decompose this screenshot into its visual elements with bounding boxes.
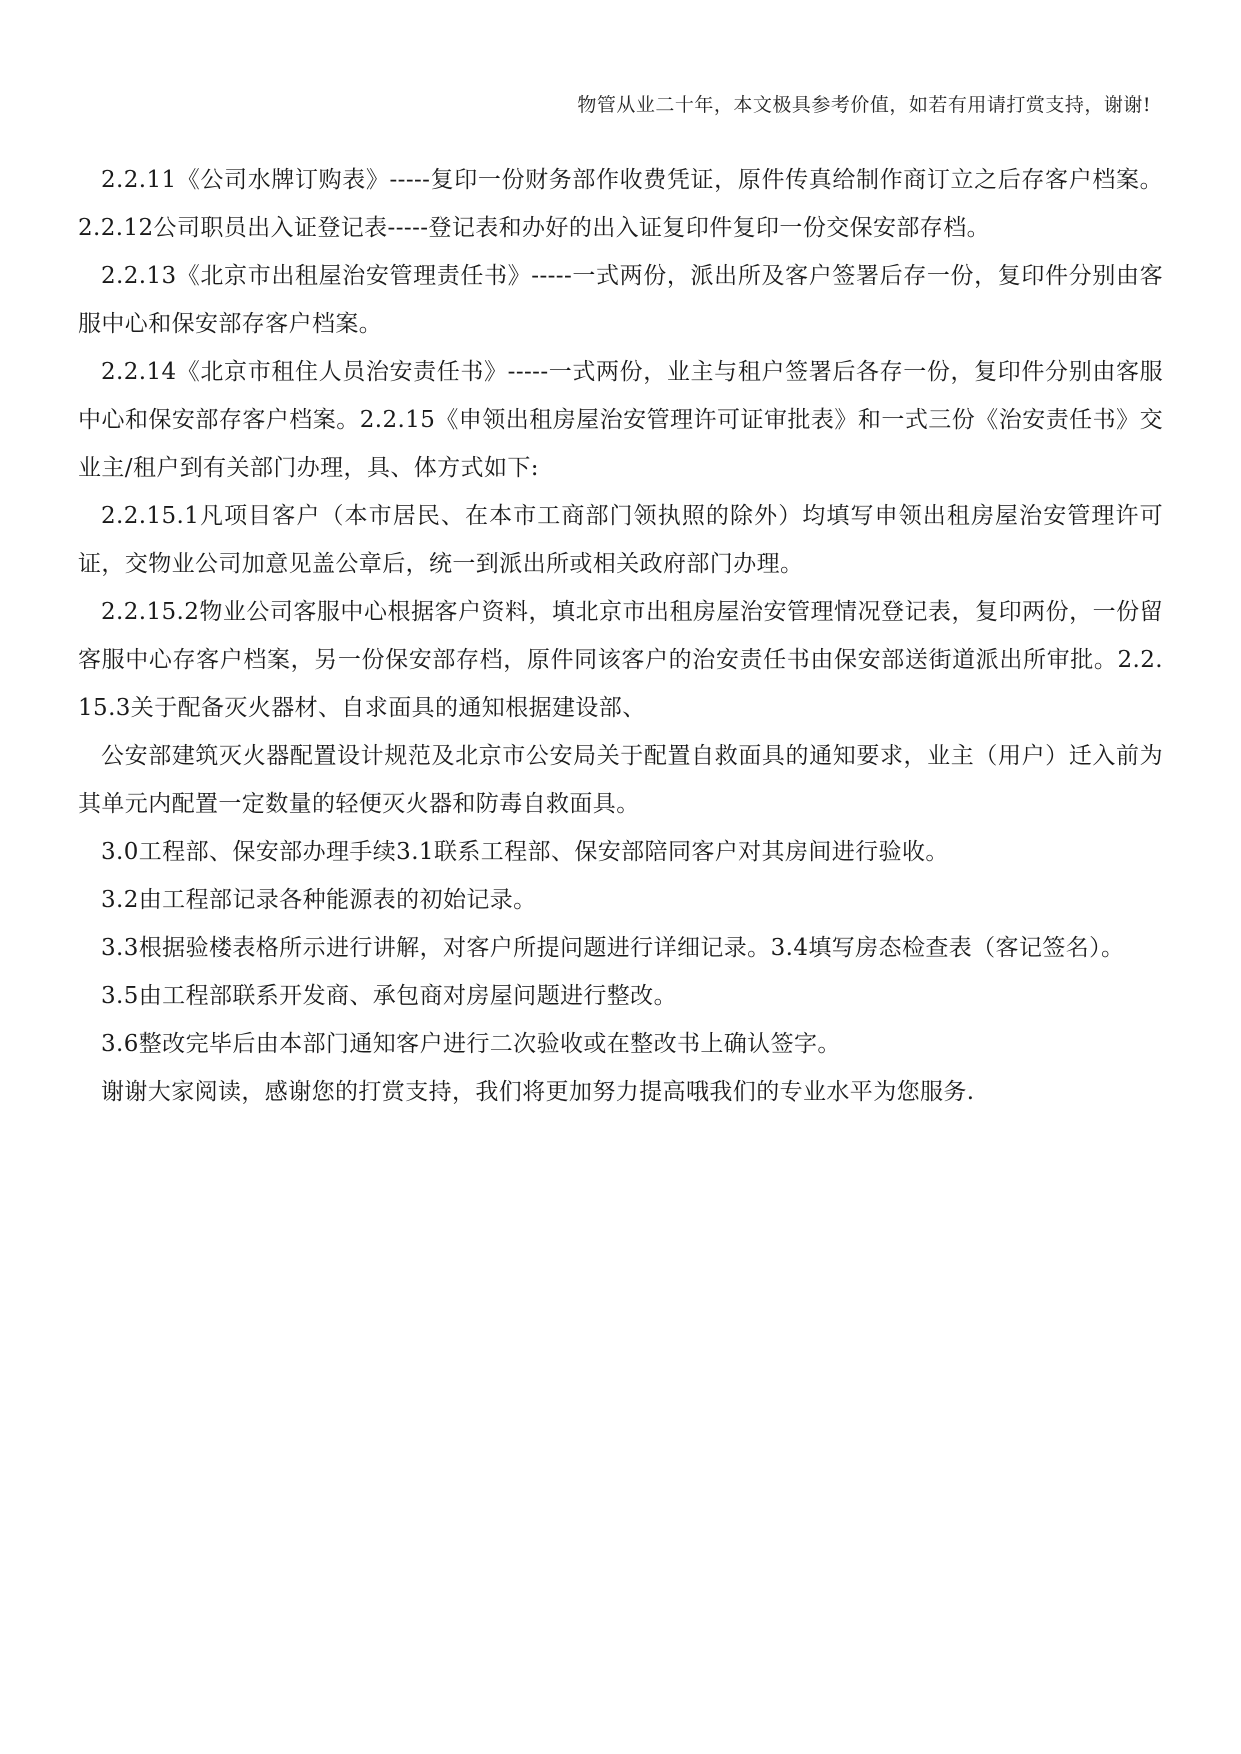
paragraph-2-2-13: 2.2.13《北京市出租屋治安管理责任书》-----一式两份，派出所及客户签署后存一份，复印件分别由客服中心和保安部存客户档案。 [78, 263, 1163, 337]
document-body [78, 156, 1163, 1116]
paragraph-3-5: 3.5由工程部联系开发商、承包商对房屋问题进行整改。 [101, 983, 677, 1009]
header-note: 物管从业二十年，本文极具参考价值，如若有用请打赏支持，谢谢! [577, 94, 1151, 116]
paragraph-3-3: 3.3根据验楼表格所示进行讲解，对客户所提问题进行详细记录。3.4填写房态检查表（客记签名）。 [101, 935, 1125, 961]
closing-note: 谢谢大家阅读，感谢您的打赏支持，我们将更加努力提高哦我们的专业水平为您服务. [101, 1079, 975, 1105]
paragraph-3-6: 3.6整改完毕后由本部门通知客户进行二次验收或在整改书上确认签字。 [101, 1031, 841, 1057]
paragraph-fire-equipment: 公安部建筑灭火器配置设计规范及北京市公安局关于配置自救面具的通知要求，业主（用户）迁入前为其单元内配置一定数量的轻便灭火器和防毒自救面具。 [78, 743, 1163, 817]
paragraph-2-2-14: 2.2.14《北京市租住人员治安责任书》-----一式两份，业主与租户签署后各存一份，复印件分别由客服中心和保安部存客户档案。2.2.15《申领出租房屋治安管理许可证审批表》和一式三份《治安责任书》交业主/租户到有关部门办理，具、体方式如下: [78, 359, 1163, 481]
paragraph-3-2: 3.2由工程部记录各种能源表的初始记录。 [101, 887, 537, 913]
paragraph-2-2-15-2: 2.2.15.2物业公司客服中心根据客户资料，填北京市出租房屋治安管理情况登记表，复印两份，一份留客服中心存客户档案，另一份保安部存档，原件同该客户的治安责任书由保安部送街道派出所审批。2.2.15.3关于配备灭火器材、自求面具的通知根据建设部、 [78, 599, 1163, 721]
paragraph-2-2-15-1: 2.2.15.1凡项目客户（本市居民、在本市工商部门领执照的除外）均填写申领出租房屋治安管理许可证，交物业公司加意见盖公章后，统一到派出所或相关政府部门办理。 [78, 503, 1163, 577]
paragraph-3-0: 3.0工程部、保安部办理手续3.1联系工程部、保安部陪同客户对其房间进行验收。 [101, 839, 949, 865]
paragraph-2-2-11: 2.2.11《公司水牌订购表》-----复印一份财务部作收费凭证，原件传真给制作商订立之后存客户档案。2.2.12公司职员出入证登记表-----登记表和办好的出入证复印件复印一份交保安部存档。 [78, 167, 1163, 241]
